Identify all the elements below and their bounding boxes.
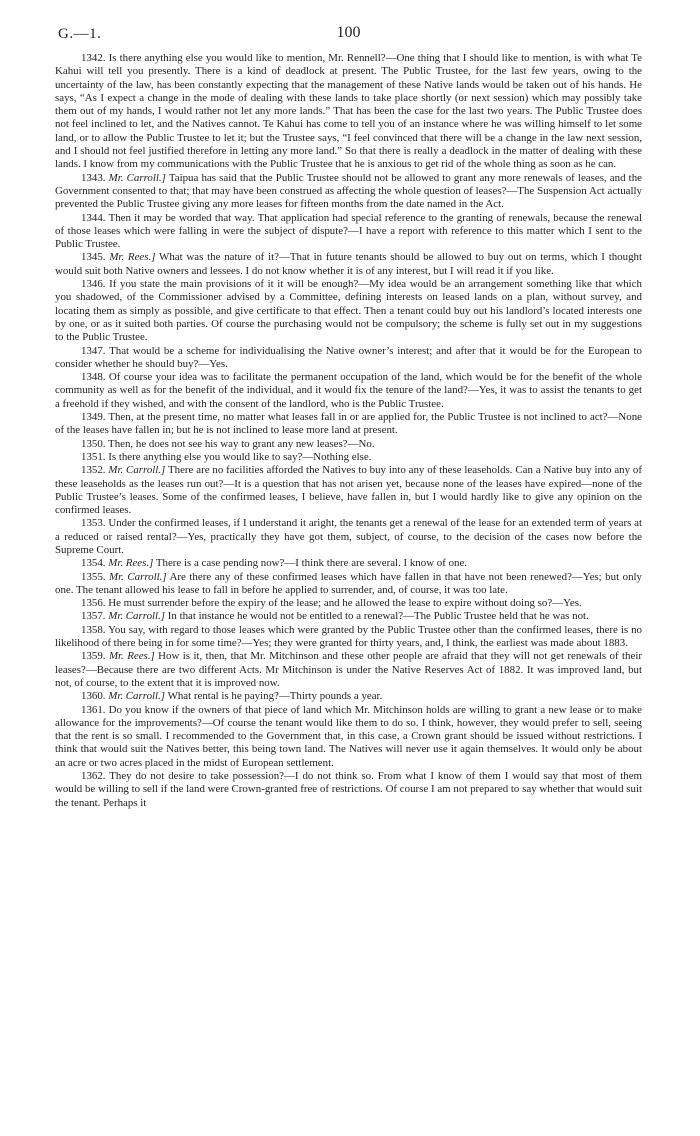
paragraph-text: They do not desire to take possession?—I do not think so. From what I know of them I would say that most of them would be willing to sell if the land were Crown-granted free of restrictions. Of course I am not prepared to say whether that would suit the tenant. Perhaps it	[55, 770, 643, 809]
speaker-name: Mr. Carroll.]	[108, 690, 166, 703]
question-number: 1343.	[81, 171, 106, 184]
paragraph-text: There is a case pending now?—I think there are several. I know of one.	[155, 557, 468, 570]
speaker-name: Mr. Carroll.]	[108, 171, 166, 184]
paragraph-text: Is there anything else you would like to mention, Mr. Rennell?—One thing that I should like to mention, is with what Te Kahui will tell you presently. There is a kind of deadlock at present. The Public Trustee, for the last few years, owing to the uncertainty of the law, has been constantly expecting that the management of these Native lands would be taken out of his hands. He says, “As I expect a change in the mode of dealing with these lands to take place shortly (or next session) which may possibly take them out of my hands, I would rather not let any more lands.” That has been the case for the last two years. The Public Trustee does not feel inclined to let, and the Natives cannot. Te Kahui has come to tell you of an instance where he was willing himself to let some land, or to allow the Public Trustee to let it; but the Trustee says, “I feel convinced that there will be a change in the law next session, and I should not feel justified therefore in letting any more land.” So that there is really a deadlock in the matter of dealing with these lands. I know from my communications with the Public Trustee that he is anxious to get rid of the whole thing as soon as he can.	[55, 52, 642, 171]
speaker-name: Mr. Carroll.]	[108, 610, 166, 623]
question-number: 1361.	[81, 703, 106, 716]
speaker-name: Mr. Rees.]	[108, 557, 154, 570]
document-code: G.—1.	[58, 26, 102, 42]
testimony-paragraph	[55, 650, 642, 690]
paragraph-text: Is there anything else you would like to say?—Nothing else.	[108, 450, 372, 463]
question-number: 1352.	[81, 464, 106, 477]
paragraph-text: If you state the main provisions of it it will be enough?—My idea would be an arrangement something like that which you shadowed, of the Commissioner advised by a Committee, defining interests on leased lands on a plan, without survey, and locating them as simply as possible, and give certificate to that effect. Then a tenant could buy out his landlord’s located interests one by one, or as it suited both parties. Of course the purchasing would not be compulsory; the scheme is fully set out in my suggestions to the Public Trustee.	[55, 278, 642, 344]
question-number: 1362.	[81, 770, 106, 783]
testimony-paragraph	[55, 212, 642, 252]
testimony-paragraph	[55, 464, 642, 517]
question-number: 1354.	[81, 557, 106, 570]
paragraph-text: What was the nature of it?—That in future tenants should be allowed to buy out on terms, which I thought would suit both Native owners and lessees. I do not know whether it is of any interest, but I will read it if you like.	[55, 251, 642, 277]
paragraph-text: Do you know if the owners of that piece of land which Mr. Mitchinson holds are willing to grant a new lease or to make allowance for the improvements?—Of course the tenant would like them to do so. I think, however, they would prefer to sell, seeing that the rent is so small. I recommended to the Government that, in this case, a Crown grant should be issued without restrictions. I think that would suit the Natives better, this being town land. The Natives will never use it again themselves. It would only be about an acre or two acres placed in the midst of European settlement.	[55, 703, 642, 769]
testimony-paragraph	[55, 371, 642, 411]
question-number: 1351.	[81, 450, 106, 463]
paragraph-text: He must surrender before the expiry of the lease; and he allowed the lease to expire without doing so?—Yes.	[108, 597, 582, 610]
paragraph-text: In that instance he would not be entitled to a renewal?—The Public Trustee held that he was not.	[167, 610, 589, 623]
testimony-paragraph	[55, 411, 642, 438]
testimony-paragraph	[55, 278, 642, 344]
paragraph-text: You say, with regard to those leases which were granted by the Public Trustee other than the confirmed leases, there is no likelihood of there being in for some time?—Yes; they were granted for thirty years, and, I think, the earliest was made about 1883.	[55, 623, 643, 650]
testimony-paragraph	[55, 345, 642, 372]
paragraph-text: Then, he does not see his way to grant any new leases?—No.	[108, 437, 375, 450]
testimony-paragraph	[55, 597, 642, 610]
testimony-paragraph	[55, 517, 642, 557]
question-number: 1350.	[81, 437, 106, 450]
testimony-paragraph	[55, 451, 642, 464]
paragraph-text: That would be a scheme for individualising the Native owner’s interest; and after that it would be for the European to consider whether he should buy?—Yes.	[55, 344, 643, 370]
question-number: 1355.	[81, 570, 106, 583]
speaker-name: Mr. Rees.]	[108, 650, 155, 663]
speaker-name: Mr. Carroll.]	[108, 464, 166, 477]
paragraph-text: Of course your idea was to facilitate the permanent occupation of the land, which would be for the benefit of the whole community as well as for the benefit of the individual, and it would fix the tenure of the land?—Yes, it was to assist the tenants to get a freehold if they wished, and with the consent of the landlord, who is the Public Trustee.	[55, 371, 642, 410]
testimony-paragraph	[55, 251, 642, 278]
testimony-paragraph	[55, 610, 642, 623]
paragraph-text: How is it, then, that Mr. Mitchinson and these other people are afraid that they will not get renewals of their leases?—Because there are two different Acts. Mr Mitchinson is under the Native Reserves Act of 1882. It was improved land, but not, of course, to the extent that it is improved now.	[55, 650, 642, 689]
testimony-paragraph	[55, 770, 642, 810]
question-number: 1346.	[81, 278, 106, 291]
question-number: 1349.	[81, 411, 106, 424]
question-number: 1344.	[81, 211, 106, 224]
paragraph-text: Under the confirmed leases, if I understand it aright, the tenants get a renewal of the lease for an extended term of years at a reduced or raised rental?—Yes, practically they have got them, subject, of course, to the decision of the cases now before the Supreme Court.	[55, 517, 642, 556]
paragraph-text: There are no facilities afforded the Natives to buy into any of these leaseholds. Can a Native buy into any of these leaseholds as the leases run out?—It is a question that has not arisen yet, because none of the leases have expired—none of the Public Trustee’s leases. Some of the confirmed leases, I believe, have fallen in, but I would hardly like to give any opinion on the confirmed leases.	[55, 464, 642, 517]
paragraph-text: Taipua has said that the Public Trustee should not be allowed to grant any more renewals of leases, and the Government consented to that; that may have been construed as affecting the whole question of leases?—The Suspension Act actually prevented the Public Trustee giving any more leases for fifteen months from the date named in the Act.	[55, 171, 642, 211]
speaker-name: Mr. Carroll.]	[109, 570, 167, 583]
question-number: 1357.	[81, 610, 106, 623]
question-number: 1359.	[81, 650, 106, 663]
page-number: 100	[336, 24, 361, 41]
question-number: 1345.	[81, 251, 106, 264]
question-number: 1360.	[81, 690, 106, 703]
testimony-paragraph	[55, 172, 642, 212]
question-number: 1356.	[81, 597, 106, 610]
question-number: 1358.	[81, 623, 106, 636]
question-number: 1342.	[81, 52, 106, 64]
page-header	[55, 20, 642, 50]
paragraph-text: Then it may be worded that way. That application had special reference to the granting of renewals, because the renewal of those leases which were falling in were the subject of dispute?—I have a report with reference to this matter which I sent to the Public Trustee.	[55, 211, 642, 251]
testimony-paragraph	[55, 571, 642, 598]
paragraph-text: What rental is he paying?—Thirty pounds a year.	[167, 690, 383, 703]
question-number: 1353.	[81, 517, 106, 530]
speaker-name: Mr. Rees.]	[109, 251, 156, 264]
testimony-paragraph	[55, 438, 642, 451]
testimony-paragraph	[55, 690, 642, 703]
testimony-paragraph	[55, 624, 642, 651]
document-body	[55, 52, 642, 810]
testimony-paragraph	[55, 557, 642, 570]
question-number: 1347.	[81, 344, 106, 357]
paragraph-text: Are there any of these confirmed leases which have fallen in that have not been renewed?—Yes; but only one. The tenant allowed his lease to fall in before he applied to surrender, and, of course, it was too late.	[55, 570, 642, 596]
testimony-paragraph	[55, 704, 642, 770]
paragraph-text: Then, at the present time, no matter what leases fall in or are applied for, the Public Trustee is not inclined to act?—None of the leases have fallen in; but he is not inclined to lease more land at present.	[55, 411, 642, 437]
testimony-paragraph	[55, 52, 642, 172]
question-number: 1348.	[81, 371, 106, 384]
